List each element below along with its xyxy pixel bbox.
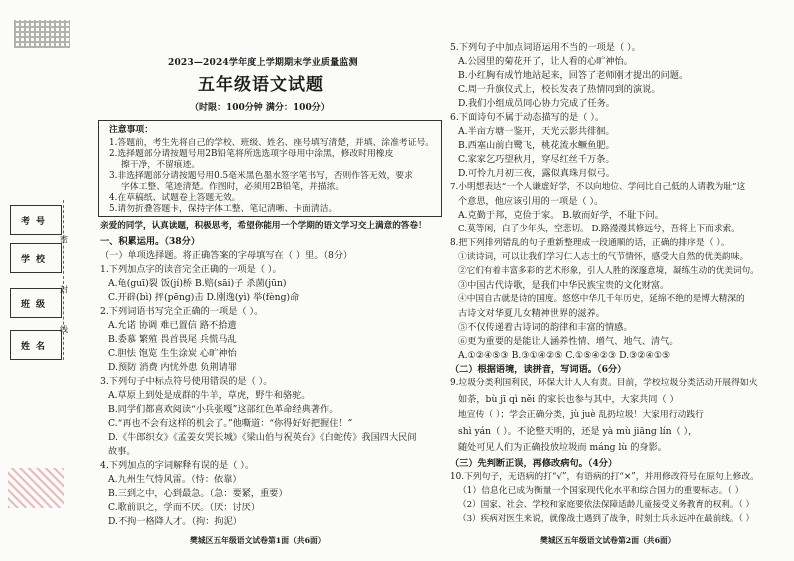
- sentence-line: （3）疾病对医生来说，就像战士遇到了战争，时刻士兵永远冲在最前线。（ ）: [458, 514, 755, 524]
- question-line: 6.下面诗句不属于动态描写的是（ ）。: [450, 112, 605, 123]
- question-line: 9.垃圾分类利国利民，环保大计人人有责。目前，学校垃圾分类活动开展得如火: [450, 378, 758, 388]
- option-line: C.开辟(bì) 抨(pēng)击 D.刚逸(yì) 举(fèng)命: [108, 292, 300, 303]
- notice-box: [98, 120, 442, 217]
- option-line: D.不拘一格降人才。（拘：拘泥）: [108, 516, 242, 527]
- sentence-line: （1）信息化已成为衡量一个国家现代化水平和综合国力的重要标志。（ ）: [458, 486, 744, 496]
- sentence-line: （2）国家、社会、学校和家庭要依法保障适龄儿童接受义务教育的权利。（ ）: [458, 500, 755, 510]
- option-line: C.家家乞巧望秋月，穿尽红丝千万条。: [458, 154, 615, 165]
- field-label: 考号: [20, 216, 51, 227]
- scan-mark-top: [14, 20, 70, 48]
- option-line: A.九州生气恃风雷。（恃：依靠）: [108, 474, 242, 485]
- option-line: D.我们小组成员同心协力完成了任务。: [458, 98, 615, 109]
- exam-number-field[interactable]: [10, 205, 62, 235]
- option-line: C.“再也不会有这样的机会了。”他嘶道：“你得好好把握住！”: [108, 418, 353, 429]
- field-label: 学校: [20, 254, 51, 265]
- option-line: D.《牛郎织女》《孟姜女哭长城》《梁山伯与祝英台》《白蛇传》我国四大民间: [108, 432, 417, 443]
- section-heading: 一、积累运用。（38分）: [100, 236, 201, 247]
- notice-item: 擦干净，不留痕迹。: [121, 160, 201, 170]
- field-label: 姓名: [20, 341, 51, 352]
- sentence-line: ②它们有着丰富多彩的艺术形象，引人人胜的深邃意境，凝练生动的优美词句。: [458, 266, 759, 276]
- binding-strip: [0, 0, 82, 561]
- field-label: 班级: [20, 299, 51, 310]
- school-field[interactable]: [10, 243, 62, 273]
- notice-item: 2.选择题部分请按题号用2B铅笔将所选选项字母用中涂黑，修改时用橡皮: [109, 149, 394, 159]
- option-line: A.公园里的菊花开了，让人看的心旷神怡。: [458, 56, 633, 67]
- option-line: A.草原上到处是成群的牛羊，草虎，野牛和骆驼。: [108, 390, 311, 401]
- sentence-line: ①读诗词，可以让我们学习仁人志士的气节情怀，感受大自然的优美韵味。: [458, 252, 749, 262]
- seal-char: 封: [60, 285, 68, 294]
- left-page: [86, 0, 438, 561]
- option-line: C.胆怯 饱览 生生涂炭 心旷神怡: [108, 348, 237, 359]
- option-line: 故事。: [108, 446, 136, 457]
- notice-item: 字体工整、笔迹清楚。作图时，必须用2B铅笔，并描浓。: [121, 182, 345, 192]
- question-line: 10.下列句子，无语病的打“√”，有语病的打“×”，并用修改符号在原句上修改。: [450, 472, 759, 482]
- option-line: C.周一升旗仪式上，校长发表了热情同到的演说。: [458, 84, 661, 95]
- option-line: A.①②④⑤③ B.③①④②⑤ C.①⑤④②③ D.③②④①⑤: [458, 350, 671, 361]
- option-line: C.歌前识之，学而不厌。（厌：讨厌）: [108, 502, 261, 513]
- notice-title: 注意事项：: [109, 125, 153, 135]
- question-line: 4.下列加点的字词解释有误的是（ ）。: [100, 460, 255, 471]
- section-heading: （三）先判断正误，再修改病句。（4分）: [450, 458, 618, 469]
- exam-title: 五年级语文试题: [198, 75, 324, 95]
- name-field[interactable]: [10, 330, 62, 360]
- notice-item: 5.请勿折叠答题卡，保持字体工整、笔记清晰、卡面清洁。: [109, 204, 338, 214]
- seal-line: [63, 200, 64, 360]
- exam-header: 2023—2024学年度上学期期末学业质量监测: [168, 58, 358, 68]
- page-footer: 樊城区五年级语文试卷第1面（共6面）: [190, 536, 326, 545]
- option-line: C.莫等闲，白了少年头，空悲切。 D.路漫漫其修远兮，吾将上下而求索。: [458, 224, 740, 234]
- question-line: 8.把下列排列错乱的句子重新整理成一段通顺的话，正确的排序是（ ）。: [450, 238, 730, 248]
- option-line: B.委慕 繁殖 畏首畏尾 兵慌马乱: [108, 334, 237, 345]
- option-line: D.预防 消费 内忧外患 负荆请罪: [108, 362, 237, 373]
- notice-item: 4.在草稿纸、试题卷上答题无效。: [109, 193, 241, 203]
- greeting: 亲爱的同学，认真读题，积极思考，希望你能用一个学期的语文学习交上满意的答卷！: [100, 221, 427, 231]
- notice-item: 1.答题前，考生先将自己的学校、班级、姓名、座号填写清楚，并填、涂准考证号。: [109, 138, 435, 148]
- question-line: 个意思，他应该引用的一项是（ ）。: [458, 196, 604, 207]
- option-line: A.半亩方塘一鉴开，天光云影共徘徊。: [458, 126, 615, 137]
- sentence-line: 古诗文对华夏儿女精神世界的滋养。: [458, 308, 605, 319]
- page-footer: 樊城区五年级语文试卷第2面（共6面）: [540, 536, 676, 545]
- class-field[interactable]: [10, 288, 62, 318]
- question-line: 1.下列加点字的读音完全正确的一项是（ ）。: [100, 264, 282, 275]
- time-score: （时限：100分钟 满分：100分）: [190, 103, 330, 113]
- pinyin-line: shì yán（ ）。不论整天明的，还是 yà mù jiāng lín（ ），: [458, 426, 698, 437]
- pinyin-line: 随处可见人们为正确投放垃圾而 máng lù 的身影。: [458, 442, 667, 453]
- option-line: A.龟(guī)裂 饭(jí)桥 B.赔(sāi)子 杀菌(jūn): [108, 278, 287, 289]
- option-line: B.同学们都喜欢阅读“小兵张嘎”这部红色革命经典著作。: [108, 404, 339, 415]
- sentence-line: ④中国自古就是诗的国度。悠悠中华几千年历史，延绵不绝的是博大精深的: [458, 294, 745, 304]
- question-line: 5.下列句子中加点词语运用不当的一项是（ ）。: [450, 42, 641, 53]
- option-line: B.西塞山前白鹭飞，桃花流水鳜鱼肥。: [458, 140, 615, 151]
- sentence-line: ⑤不仅传递着古诗词的韵律和丰富的情感。: [458, 322, 633, 333]
- sentence-line: ③中国古代诗歌，是我们中华民族宝贵的文化财富。: [458, 280, 670, 291]
- option-line: B.三到之中，心到最急。（急：要紧，重要）: [108, 488, 288, 499]
- pinyin-line: 如荼，bù jī qì něi 的家长也参与其中，大家共同（ ）: [458, 394, 679, 405]
- sentence-line: ⑥更为重要的是能让人涵养性情、增气、地气、清气。: [458, 336, 679, 347]
- right-page: [446, 0, 784, 561]
- pinyin-line: 地宣传（ ）；学会正确分类，jù juè 乱扔垃圾！大家用行动践行: [458, 410, 704, 420]
- seal-char: 密: [60, 235, 68, 244]
- question-line: （一）单项选择题。将正确答案的字母填写在（ ）里。（8分）: [100, 250, 353, 261]
- question-line: 2.下列词语书写完全正确的一项是（ ）。: [100, 306, 264, 317]
- seal-char: 线: [60, 325, 68, 334]
- question-line: 3.下列句子中标点符号使用错误的是（ ）。: [100, 376, 273, 387]
- option-line: D.可怜九月初三夜，露似真珠月似弓。: [458, 168, 615, 179]
- option-line: A.克勤于邦，克俭于家。 B.敏而好学，不耻下问。: [458, 210, 664, 221]
- option-line: B.小红胸有成竹地站起来，回答了老师刚才提出的问题。: [458, 70, 689, 81]
- notice-item: 3.非选择题部分请按题号用0.5毫米黑色墨水签字笔书写，否则作答无效，要求: [109, 171, 413, 181]
- question-line: 7.小明想表达“一个人谦虚好学，不以向地位、学问比自己低的人请教为耻”这: [450, 182, 746, 192]
- option-line: A.允诺 协调 难已置信 路不拾遗: [108, 320, 237, 331]
- scan-mark-bottom: [8, 468, 64, 508]
- section-heading: （二）根据语境，读拼音，写词语。（6分）: [450, 364, 627, 375]
